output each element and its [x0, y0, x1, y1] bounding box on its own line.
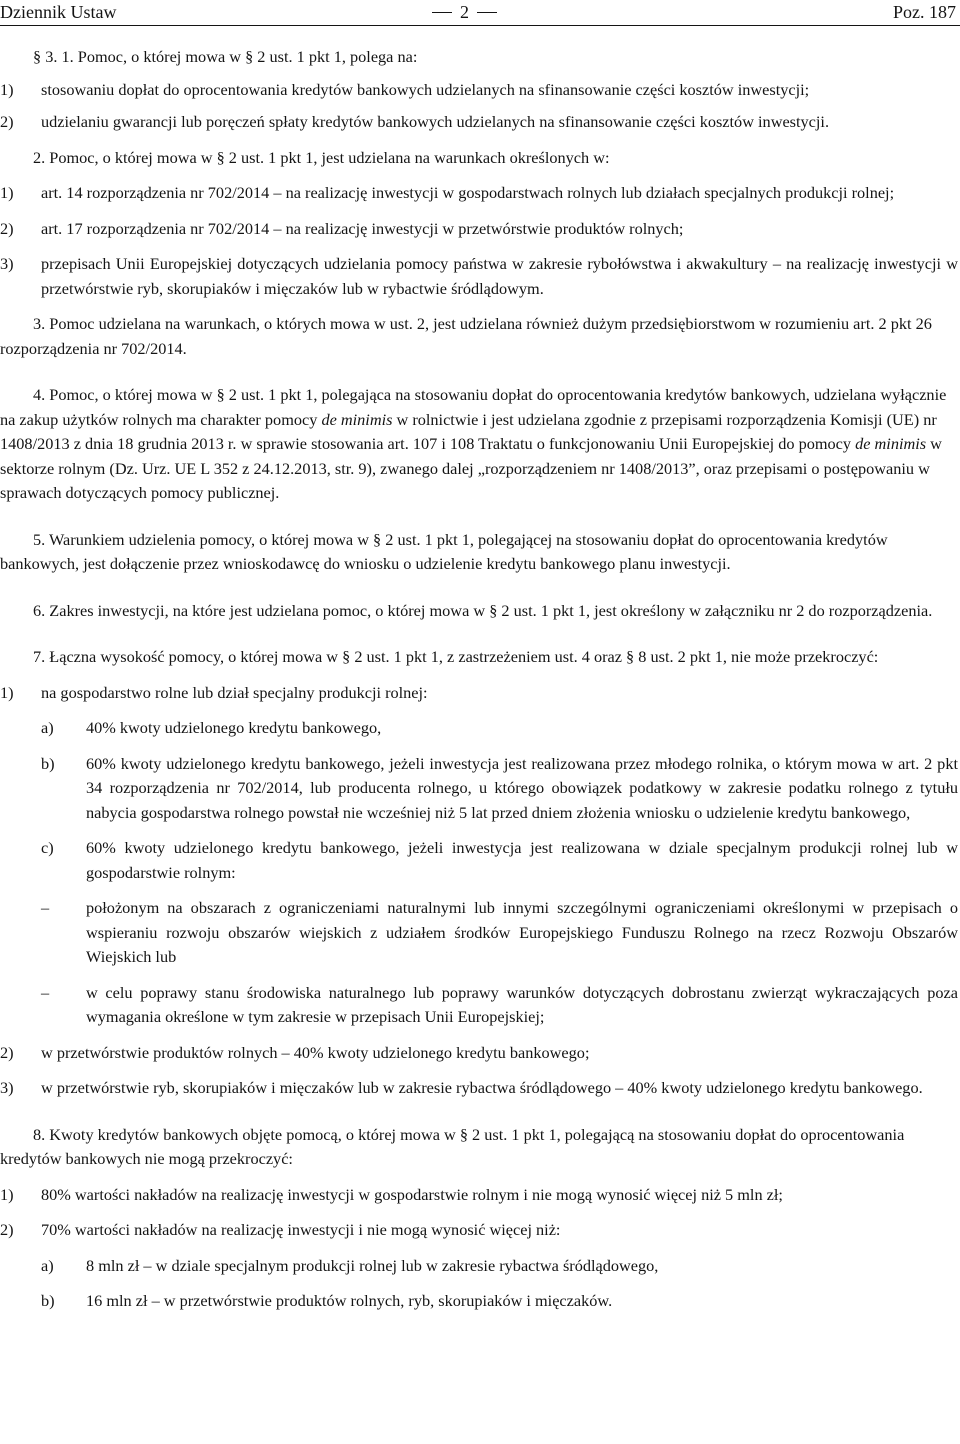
list-item-text: art. 14 rozporządzenia nr 702/2014 – na realizację inwestycji w gospodarstwach rolnych lub działach specjalnych produkcji rolnej; — [41, 183, 895, 202]
list-marker: 1) — [0, 183, 14, 202]
paragraph — [0, 1123, 958, 1172]
list-item — [0, 1076, 958, 1101]
list-item-text: 8 mln zł – w dziale specjalnym produkcji rolnej lub w zakresie rybactwa śródlądowego, — [86, 1255, 659, 1275]
list-marker: – — [41, 982, 50, 1002]
sub-list-item — [0, 1289, 958, 1314]
list-item — [0, 181, 958, 206]
list-item — [0, 1183, 958, 1208]
list-marker: 2) — [0, 1220, 14, 1239]
paragraph-text: 5. Warunkiem udzielenia pomocy, o której mowa w § 2 ust. 1 pkt 1, polegającej na stosowaniu dopłat do oprocentowania kredytów bankowych, jest dołączenie przez wnioskodawcę do wniosku o udzielenie kredytu bankowego planu inwestycji. — [0, 529, 888, 573]
paragraph — [0, 599, 958, 624]
list-marker: a) — [41, 1255, 54, 1275]
paragraph — [0, 312, 958, 361]
sub-list-item — [0, 752, 958, 826]
list-marker: 1) — [0, 682, 14, 702]
list-marker: – — [41, 898, 50, 917]
list-marker: 2) — [0, 1042, 14, 1062]
list-item-text: w przetwórstwie ryb, skorupiaków i mięczaków lub w zakresie rybactwa śródlądowego – 40% kwoty udzielonego kredytu bankowego. — [41, 1078, 923, 1097]
list-item-text: 80% wartości nakładów na realizację inwestycji w gospodarstwie rolnym i nie mogą wynosić więcej niż 5 mln zł; — [41, 1184, 783, 1204]
list-item — [0, 252, 958, 301]
list-item-text: 16 mln zł – w przetwórstwie produktów rolnych, ryb, skorupiaków i mięczaków. — [86, 1291, 613, 1310]
paragraph — [0, 528, 958, 577]
paragraph — [0, 645, 958, 670]
list-item — [0, 217, 958, 242]
list-item-text: 60% kwoty udzielonego kredytu bankowego, jeżeli inwestycja jest realizowana w dziale specjalnym produkcji rolnej lub w gospodarstwie rolnym: — [86, 838, 958, 882]
list-item-text: 40% kwoty udzielonego kredytu bankowego, — [86, 718, 382, 737]
list-marker: b) — [41, 1291, 55, 1310]
list-item — [0, 681, 958, 706]
list-marker: c) — [41, 838, 54, 857]
list-item-text: art. 17 rozporządzenia nr 702/2014 – na realizację inwestycji w przetwórstwie produktów rolnych; — [41, 218, 684, 238]
list-marker: 2) — [0, 112, 14, 131]
list-item — [0, 110, 958, 135]
list-item-text: 60% kwoty udzielonego kredytu bankowego, jeżeli inwestycja jest realizowana przez młodego rolnika, o którym mowa w art. 2 pkt 34 rozporządzenia nr 702/2014, lub producenta rolnego, u którego obowiązek podatkowy w zakresie podatku rolnego z tytułu nabycia gospodarstwa rolnego powstał nie wcześniej niż 5 lat przed dniem złożenia wniosku o udzielenie kredytu bankowego, — [86, 753, 958, 822]
paragraph-text: 3. Pomoc udzielana na warunkach, o których mowa w ust. 2, jest udzielana również dużym przedsiębiorstwom w rozumieniu art. 2 pkt 26 rozporządzenia nr 702/2014. — [0, 314, 932, 358]
page-header — [0, 0, 960, 26]
paragraph-text: 2. Pomoc, o której mowa w § 2 ust. 1 pkt 1, jest udzielana na warunkach określonych w: — [33, 147, 610, 167]
page-number: 2 — [460, 2, 469, 22]
list-marker: 2) — [0, 218, 14, 238]
journal-title: Dziennik Ustaw — [0, 2, 117, 22]
dash-list-item — [0, 981, 958, 1030]
paragraph — [0, 146, 958, 171]
paragraph — [0, 383, 958, 506]
paragraph-text: 6. Zakres inwestycji, na które jest udzielana pomoc, o której mowa w § 2 ust. 1 pkt 1, jest określony w załączniku nr 2 do rozporządzenia. — [33, 600, 933, 620]
paragraph-text: 8. Kwoty kredytów bankowych objęte pomocą, o której mowa w § 2 ust. 1 pkt 1, polegającą na stosowaniu dopłat do oprocentowania kredytów bankowych nie mogą przekroczyć: — [0, 1124, 905, 1168]
position-number: Poz. 187 — [893, 2, 956, 22]
paragraph-text: § 3. 1. Pomoc, o której mowa w § 2 ust. 1 pkt 1, polega na: — [33, 47, 418, 66]
paragraph-text: 7. Łączna wysokość pomocy, o której mowa w § 2 ust. 1 pkt 1, z zastrzeżeniem ust. 4 oraz § 8 ust. 2 pkt 1, nie może przekroczyć: — [33, 647, 879, 666]
list-item-text: stosowaniu dopłat do oprocentowania kredytów bankowych udzielanych na sfinansowanie części kosztów inwestycji; — [41, 79, 810, 99]
dash-list-item — [0, 896, 958, 970]
list-item-text: przepisach Unii Europejskiej dotyczących udzielania pomocy państwa w zakresie rybołówstwa i akwakultury – na realizację inwestycji w przetwórstwie ryb, skorupiaków i mięczaków lub w rybactwie śródlądowym. — [41, 254, 958, 298]
list-marker: 1) — [0, 79, 14, 99]
list-item-text: w celu poprawy stanu środowiska naturalnego lub poprawy warunków dotyczących dobrostanu zwierząt wykraczających poza wymagania określone w tym zakresie w przepisach Unii Europejskiej; — [86, 982, 958, 1026]
list-item — [0, 1218, 958, 1243]
list-marker: a) — [41, 718, 54, 737]
list-item-text: na gospodarstwo rolne lub dział specjalny produkcji rolnej: — [41, 682, 428, 702]
list-item-text: w przetwórstwie produktów rolnych – 40% kwoty udzielonego kredytu bankowego; — [41, 1042, 590, 1062]
list-item — [0, 78, 958, 103]
sub-list-item — [0, 716, 958, 741]
sub-list-item — [0, 1254, 958, 1279]
list-item-text: położonym na obszarach z ograniczeniami naturalnymi lub innymi szczególnymi ograniczeniami określonymi w przepisach o wspieraniu rozwoju obszarów wiejskich z udziałem środków Europejskiego Funduszu Rolnego na rzecz Rozwoju Obszarów Wiejskich lub — [86, 898, 958, 966]
list-marker: 3) — [0, 254, 14, 273]
list-item-text: udzielaniu gwarancji lub poręczeń spłaty kredytów bankowych udzielanych na sfinansowanie części kosztów inwestycji. — [41, 112, 830, 131]
list-marker: 1) — [0, 1184, 14, 1204]
header-rule — [0, 25, 960, 26]
list-marker: b) — [41, 753, 55, 773]
list-item-text: 70% wartości nakładów na realizację inwestycji i nie mogą wynosić więcej niż: — [41, 1220, 561, 1239]
sub-list-item — [0, 836, 958, 885]
list-marker: 3) — [0, 1078, 14, 1097]
paragraph — [0, 45, 958, 70]
document-body — [0, 45, 958, 1314]
paragraph-text: 4. Pomoc, o której mowa w § 2 ust. 1 pkt 1, polegająca na stosowaniu dopłat do oprocentowania kredytów bankowych, udzielana wyłącznie na zakup użytków rolnych ma charakter pomocy de minimis w rolnictwie i jest udzielana zgodnie z przepisami rozporządzenia Komisji (UE) nr 1408/2013 z dnia 18 grudnia 2013 r. w sprawie stosowania art. 107 i 108 Traktatu o funkcjonowaniu Unii Europejskiej do pomocy de minimis w sektorze rolnym (Dz. Urz. UE L 352 z 24.12.2013, str. 9), zwanego dalej „rozporządzeniem nr 1408/2013”, oraz przepisami o postępowaniu w sprawach dotyczących pomocy publicznej. — [0, 385, 947, 502]
list-item — [0, 1041, 958, 1066]
